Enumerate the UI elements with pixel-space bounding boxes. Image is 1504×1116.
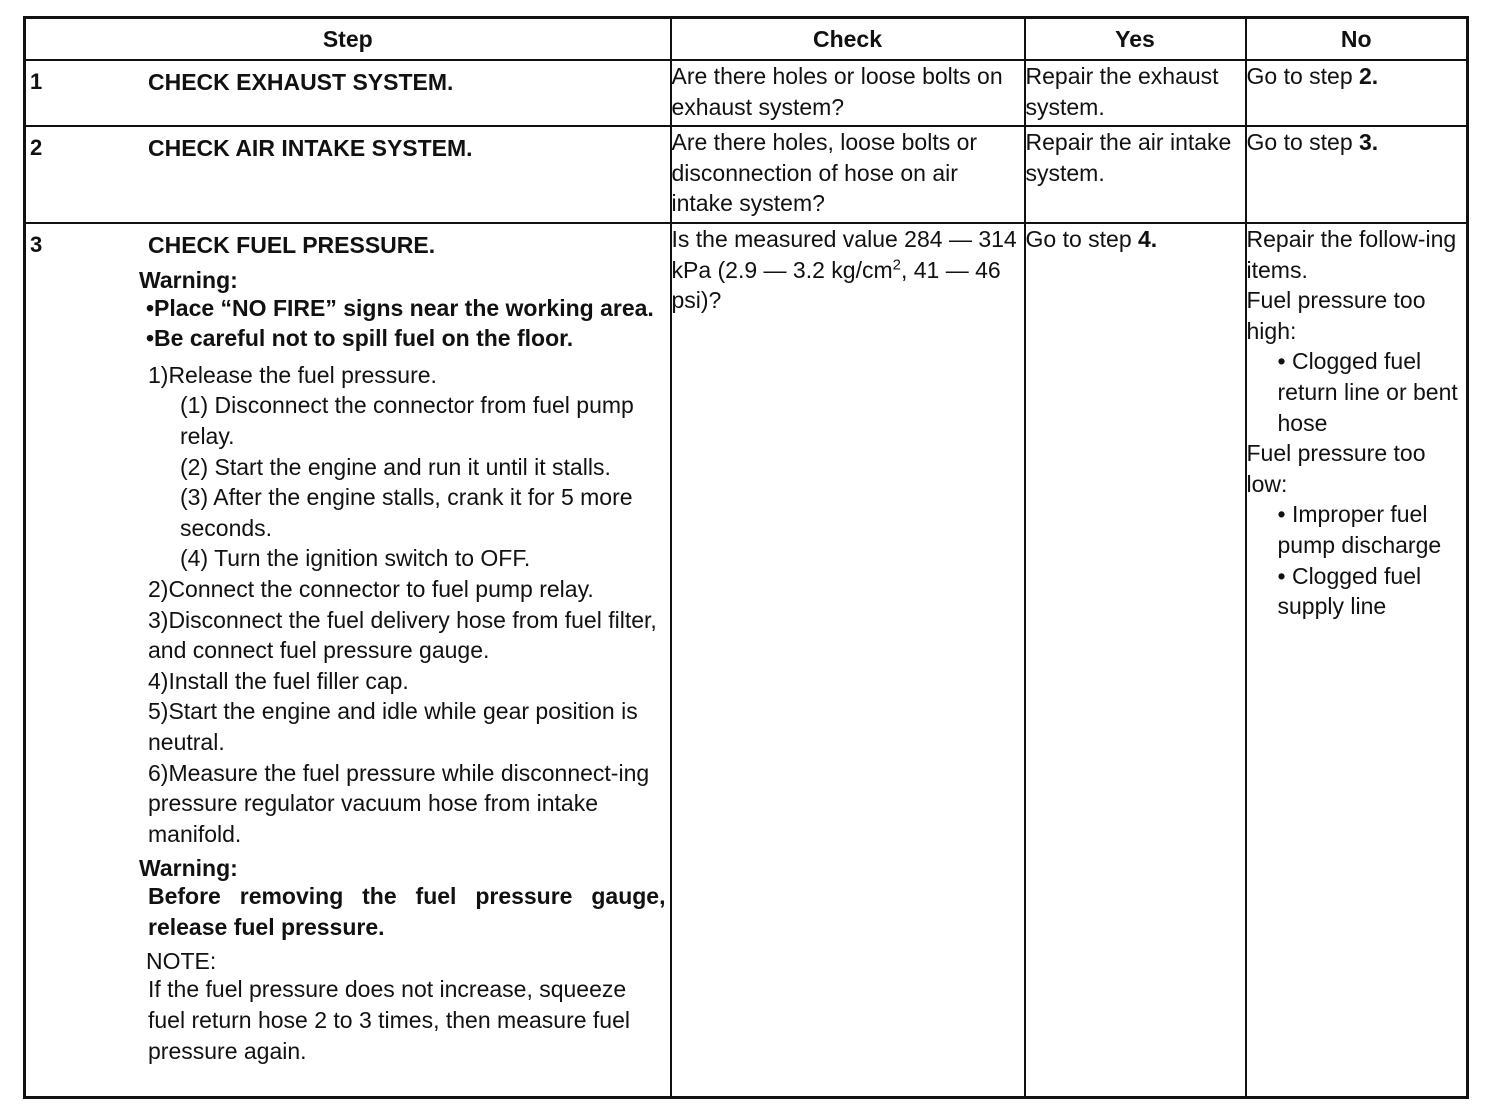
table-row xyxy=(25,223,1468,1098)
no-cell xyxy=(1246,223,1468,1098)
note-text: If the fuel pressure does not increase, squeeze fuel return hose 2 to 3 times, then measure fuel pressure again. xyxy=(148,976,630,1064)
step-cell xyxy=(25,126,671,223)
check-superscript: 2 xyxy=(892,255,901,273)
no-low-label: Fuel pressure too low: xyxy=(1246,440,1426,497)
no-prefix: Go to step xyxy=(1246,63,1360,89)
yes-prefix: Go to step xyxy=(1025,226,1139,252)
no-cell xyxy=(1246,60,1468,126)
header-row xyxy=(25,18,1468,61)
warning-text: Before removing the fuel pressure gauge, release fuel pressure. xyxy=(148,883,666,940)
no-intro: Repair the follow-ing items. xyxy=(1246,226,1457,283)
procedure-step: 1)Release the fuel pressure. xyxy=(148,361,437,388)
no-prefix: Go to step xyxy=(1246,129,1360,155)
step-title: CHECK EXHAUST SYSTEM. xyxy=(148,69,454,95)
procedure-step: 4)Install the fuel filler cap. xyxy=(148,667,409,694)
header-yes: Yes xyxy=(1025,18,1246,61)
step-title: CHECK AIR INTAKE SYSTEM. xyxy=(148,135,473,161)
step-number: 2 xyxy=(30,135,43,160)
no-step-ref: 3. xyxy=(1359,129,1379,155)
check-cell: Are there holes or loose bolts on exhaust system? xyxy=(671,60,1025,126)
no-high-item: • Clogged fuel return line or bent hose xyxy=(1278,346,1467,438)
check-cell: Are there holes, loose bolts or disconnection of hose on air intake system? xyxy=(671,126,1025,223)
step-cell xyxy=(25,60,671,126)
check-cell xyxy=(671,223,1025,1098)
header-check: Check xyxy=(671,18,1025,61)
procedure-step: 2)Connect the connector to fuel pump relay. xyxy=(148,575,594,602)
no-step-ref: 2. xyxy=(1359,63,1379,89)
no-low-item: • Clogged fuel supply line xyxy=(1278,561,1467,622)
table-row xyxy=(25,126,1468,223)
procedure-step: 3)Disconnect the fuel delivery hose from fuel filter, and connect fuel pressure gauge. xyxy=(148,606,657,664)
warning-label: Warning: xyxy=(139,855,238,882)
yes-step-ref: 4. xyxy=(1138,226,1158,252)
no-high-label: Fuel pressure too high: xyxy=(1246,287,1426,344)
yes-cell: Repair the air intake system. xyxy=(1025,126,1246,223)
warning-label: Warning: xyxy=(139,266,238,293)
header-step: Step xyxy=(25,18,671,61)
step-title: CHECK FUEL PRESSURE. xyxy=(148,232,436,258)
table-row xyxy=(25,60,1468,126)
procedure-substep: (2) Start the engine and run it until it stalls. xyxy=(180,453,611,480)
yes-cell: Repair the exhaust system. xyxy=(1025,60,1246,126)
yes-cell xyxy=(1025,223,1246,1098)
procedure-step: 5)Start the engine and idle while gear position is neutral. xyxy=(148,698,638,755)
check-text-end: , 41 — 46 psi)? xyxy=(671,256,1001,314)
note-label: NOTE: xyxy=(146,948,217,975)
warning-item: •Place “NO FIRE” signs near the working area. xyxy=(146,294,654,321)
warning-item: •Be careful not to spill fuel on the floor. xyxy=(146,325,574,352)
step-number: 1 xyxy=(30,69,43,94)
procedure-substep: (3) After the engine stalls, crank it for 5 more seconds. xyxy=(180,484,633,541)
procedure-substep: (1) Disconnect the connector from fuel pump relay. xyxy=(180,392,634,449)
header-no: No xyxy=(1246,18,1468,61)
no-cell xyxy=(1246,126,1468,223)
no-low-item: • Improper fuel pump discharge xyxy=(1278,499,1467,560)
procedure-step: 6)Measure the fuel pressure while disconnect-ing pressure regulator vacuum hose from intake manifold. xyxy=(148,759,650,847)
troubleshooting-table xyxy=(23,16,1469,1099)
check-text: Is the measured value 284 — 314 kPa (2.9 — 3.2 kg/cm xyxy=(671,226,1017,283)
step-cell xyxy=(25,223,671,1098)
step-number: 3 xyxy=(30,232,43,257)
procedure-substep: (4) Turn the ignition switch to OFF. xyxy=(180,545,531,572)
